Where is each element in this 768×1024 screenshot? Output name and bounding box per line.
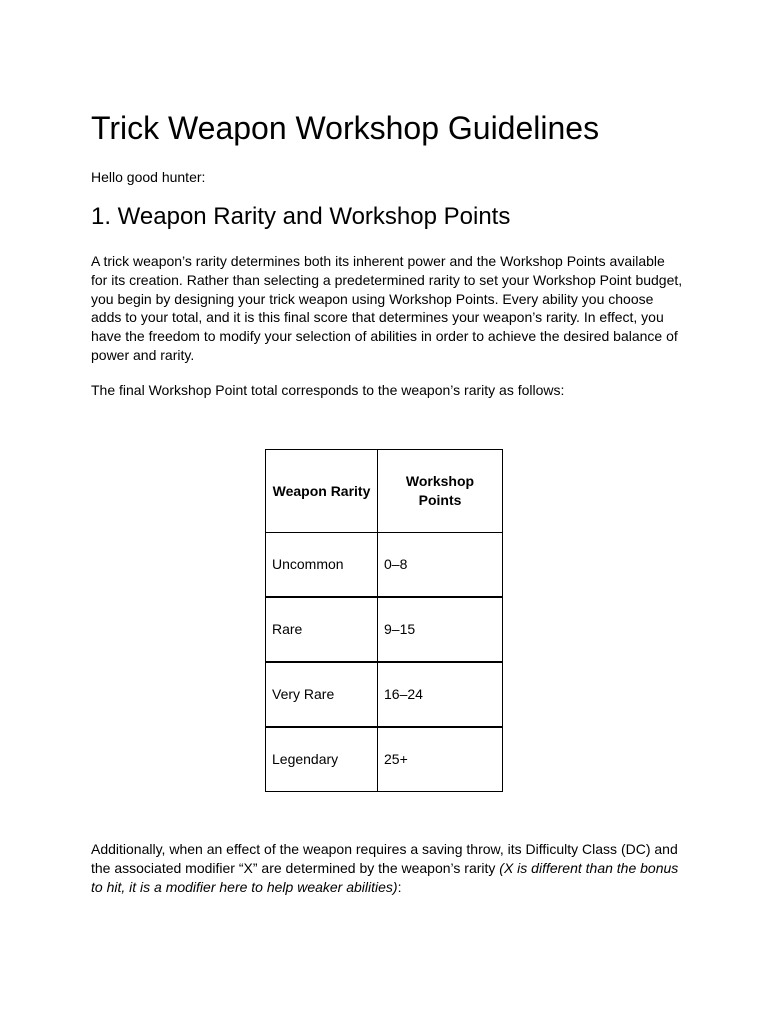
rarity-table: [265, 449, 503, 792]
table-row: [266, 662, 503, 727]
table-cell-rarity: Legendary: [266, 727, 378, 792]
table-cell-rarity: Rare: [266, 597, 378, 662]
table-header-rarity: Weapon Rarity: [266, 450, 378, 533]
table-cell-rarity: Uncommon: [266, 533, 378, 598]
paragraph-saving-throw-end: :: [397, 878, 402, 895]
paragraph-saving-throw: [91, 840, 683, 896]
table-cell-rarity: Very Rare: [266, 662, 378, 727]
table-header-points: Workshop Points: [378, 450, 503, 533]
table-row: [266, 727, 503, 792]
table-cell-points: 0–8: [378, 533, 503, 598]
table-row: [266, 597, 503, 662]
table-cell-points: 25+: [378, 727, 503, 792]
table-cell-points: 16–24: [378, 662, 503, 727]
table-row: [266, 533, 503, 598]
table-header-row: [266, 450, 503, 533]
greeting-text: Hello good hunter:: [91, 169, 206, 185]
paragraph-rarity-intro: A trick weapon’s rarity determines both its inherent power and the Workshop Points available for its creation. Rather than selecting a predetermined rarity to set your Workshop Point budget, you begin by designing your trick weapon using Workshop Points. Every ability you choose adds to your total, and it is this final score that determines your weapon’s rarity. In effect, you have the freedom to modify your selection of abilities in order to achieve the desired balance of power and rarity.: [91, 253, 683, 363]
paragraph-saving-throw-italic: (X is different than the bonus to hit, it is a modifier here to help weaker abilities): [91, 859, 679, 895]
section-heading-rarity: 1. Weapon Rarity and Workshop Points: [91, 203, 511, 230]
paragraph-rarity-table-lead: The final Workshop Point total corresponds to the weapon’s rarity as follows:: [91, 382, 565, 398]
table-cell-points: 9–15: [378, 597, 503, 662]
paragraph-saving-throw-text: Additionally, when an effect of the weapon requires a saving throw, its Difficulty Class (DC) and the associated modifier “X” are determined by the weapon’s rarity: [91, 841, 678, 876]
document-title: Trick Weapon Workshop Guidelines: [91, 110, 600, 146]
